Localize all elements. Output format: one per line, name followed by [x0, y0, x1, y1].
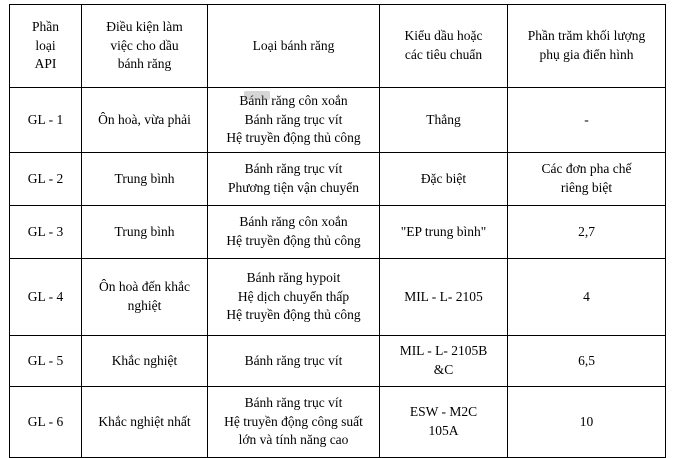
cell-gear-type: [208, 387, 380, 458]
cell-line: GL - 2: [27, 170, 64, 186]
header-cell-api: [10, 5, 82, 88]
cell-line: Bánh răng trục vít: [244, 395, 343, 411]
header-line: Phần trăm khối lượng: [527, 28, 646, 44]
header-line: các tiêu chuẩn: [404, 47, 483, 62]
cell-line: Bánh răng côn xoắn: [239, 214, 348, 230]
cell-condition: [82, 88, 208, 153]
cell-gear-type: [208, 336, 380, 387]
cell-line: 10: [579, 413, 594, 429]
cell-gear-type: [208, 153, 380, 206]
cell-line: Thẳng: [426, 111, 461, 127]
cell-line: Bánh răng trục vít: [244, 161, 343, 177]
cell-line: GL - 1: [27, 111, 64, 127]
header-line: API: [34, 56, 57, 72]
table-row: [10, 259, 666, 336]
header-line: phụ gia điển hình: [539, 47, 634, 62]
cell-api: [10, 153, 82, 206]
cell-standard: [380, 387, 508, 458]
table-row: [10, 336, 666, 387]
cell-condition: [82, 206, 208, 259]
cell-line: Các đơn pha chế: [541, 161, 632, 177]
cell-additive-pct: [508, 259, 666, 336]
header-cell-condition: [82, 5, 208, 88]
table-header: [10, 5, 666, 88]
header-line: loại: [35, 37, 56, 53]
cell-line: ESW - M2C: [409, 404, 478, 420]
cell-standard: [380, 153, 508, 206]
table-body: [10, 88, 666, 458]
cell-additive-pct: [508, 206, 666, 259]
header-line: việc cho dầu: [110, 37, 179, 53]
cell-line: Khắc nghiệt: [111, 352, 178, 368]
cell-standard: [380, 336, 508, 387]
cell-standard: [380, 88, 508, 153]
cell-line: Ôn hoà, vừa phải: [98, 111, 191, 127]
cell-line: riêng biệt: [560, 180, 613, 195]
cell-api: [10, 88, 82, 153]
header-line: Phần: [32, 19, 59, 35]
cell-line: 4: [583, 288, 590, 304]
cell-gear-type: [208, 88, 380, 153]
cell-line: Hệ dịch chuyển thấp: [237, 288, 350, 304]
cell-line: -: [584, 111, 589, 127]
header-cell-additive-pct: [508, 5, 666, 88]
cell-standard: [380, 259, 508, 336]
cell-line: GL - 4: [27, 288, 64, 304]
table-row: [10, 206, 666, 259]
cell-line: 105A: [428, 423, 459, 438]
table-row: [10, 88, 666, 153]
header-cell-gear-type: [208, 5, 380, 88]
cell-additive-pct: [508, 387, 666, 458]
cell-line: Bánh răng côn xoắn: [239, 93, 348, 109]
cell-line: Khắc nghiệt nhất: [98, 413, 191, 429]
cell-line: Đặc biệt: [420, 170, 467, 186]
cell-line: MIL - L- 2105B: [399, 343, 488, 359]
cell-additive-pct: [508, 88, 666, 153]
cell-additive-pct: [508, 153, 666, 206]
table-row: [10, 387, 666, 458]
cell-line: "EP trung bình": [400, 223, 487, 239]
cell-condition: [82, 259, 208, 336]
cell-api: [10, 336, 82, 387]
cell-api: [10, 387, 82, 458]
cell-gear-type: [208, 206, 380, 259]
cell-line: Bánh răng hypoit: [246, 270, 341, 286]
header-line: Kiểu dầu hoặc: [404, 28, 483, 44]
cell-line: 6,5: [578, 352, 595, 368]
cell-line: Hệ truyền động công suất: [224, 413, 363, 429]
cell-line: Hệ truyền động thủ công: [226, 130, 361, 146]
table-row: [10, 153, 666, 206]
header-line: Loại bánh răng: [252, 37, 335, 53]
header-line: bánh răng: [117, 56, 172, 72]
cell-condition: [82, 336, 208, 387]
cell-api: [10, 259, 82, 336]
table-header-row: [10, 5, 666, 88]
cell-line: GL - 3: [27, 223, 64, 239]
gear-oil-specification-table: [9, 4, 666, 458]
cell-line: 2,7: [578, 223, 595, 239]
cell-condition: [82, 387, 208, 458]
cell-line: Hệ truyền động thủ công: [226, 233, 361, 248]
cell-additive-pct: [508, 336, 666, 387]
cell-line: GL - 5: [27, 352, 64, 368]
cell-line: Bánh răng trục vít: [244, 111, 343, 127]
cell-line: Hệ truyền động thủ công: [226, 307, 361, 323]
cell-line: lớn và tính năng cao: [238, 432, 349, 448]
cell-line: Phương tiện vận chuyển: [227, 180, 360, 195]
cell-condition: [82, 153, 208, 206]
cell-line: GL - 6: [27, 413, 64, 429]
cell-line: MIL - L- 2105: [404, 288, 483, 304]
header-cell-standard: [380, 5, 508, 88]
cell-line: nghiệt: [127, 298, 162, 313]
cell-line: &C: [433, 362, 454, 377]
cell-standard: [380, 206, 508, 259]
cell-api: [10, 206, 82, 259]
header-line: Điều kiện làm: [106, 19, 183, 35]
cell-gear-type: [208, 259, 380, 336]
cell-line: Ôn hoà đến khắc: [98, 279, 191, 295]
cell-line: Trung bình: [114, 170, 175, 186]
cell-line: Trung bình: [114, 223, 175, 239]
document-page: [0, 4, 700, 448]
cell-line: Bánh răng trục vít: [244, 352, 343, 368]
